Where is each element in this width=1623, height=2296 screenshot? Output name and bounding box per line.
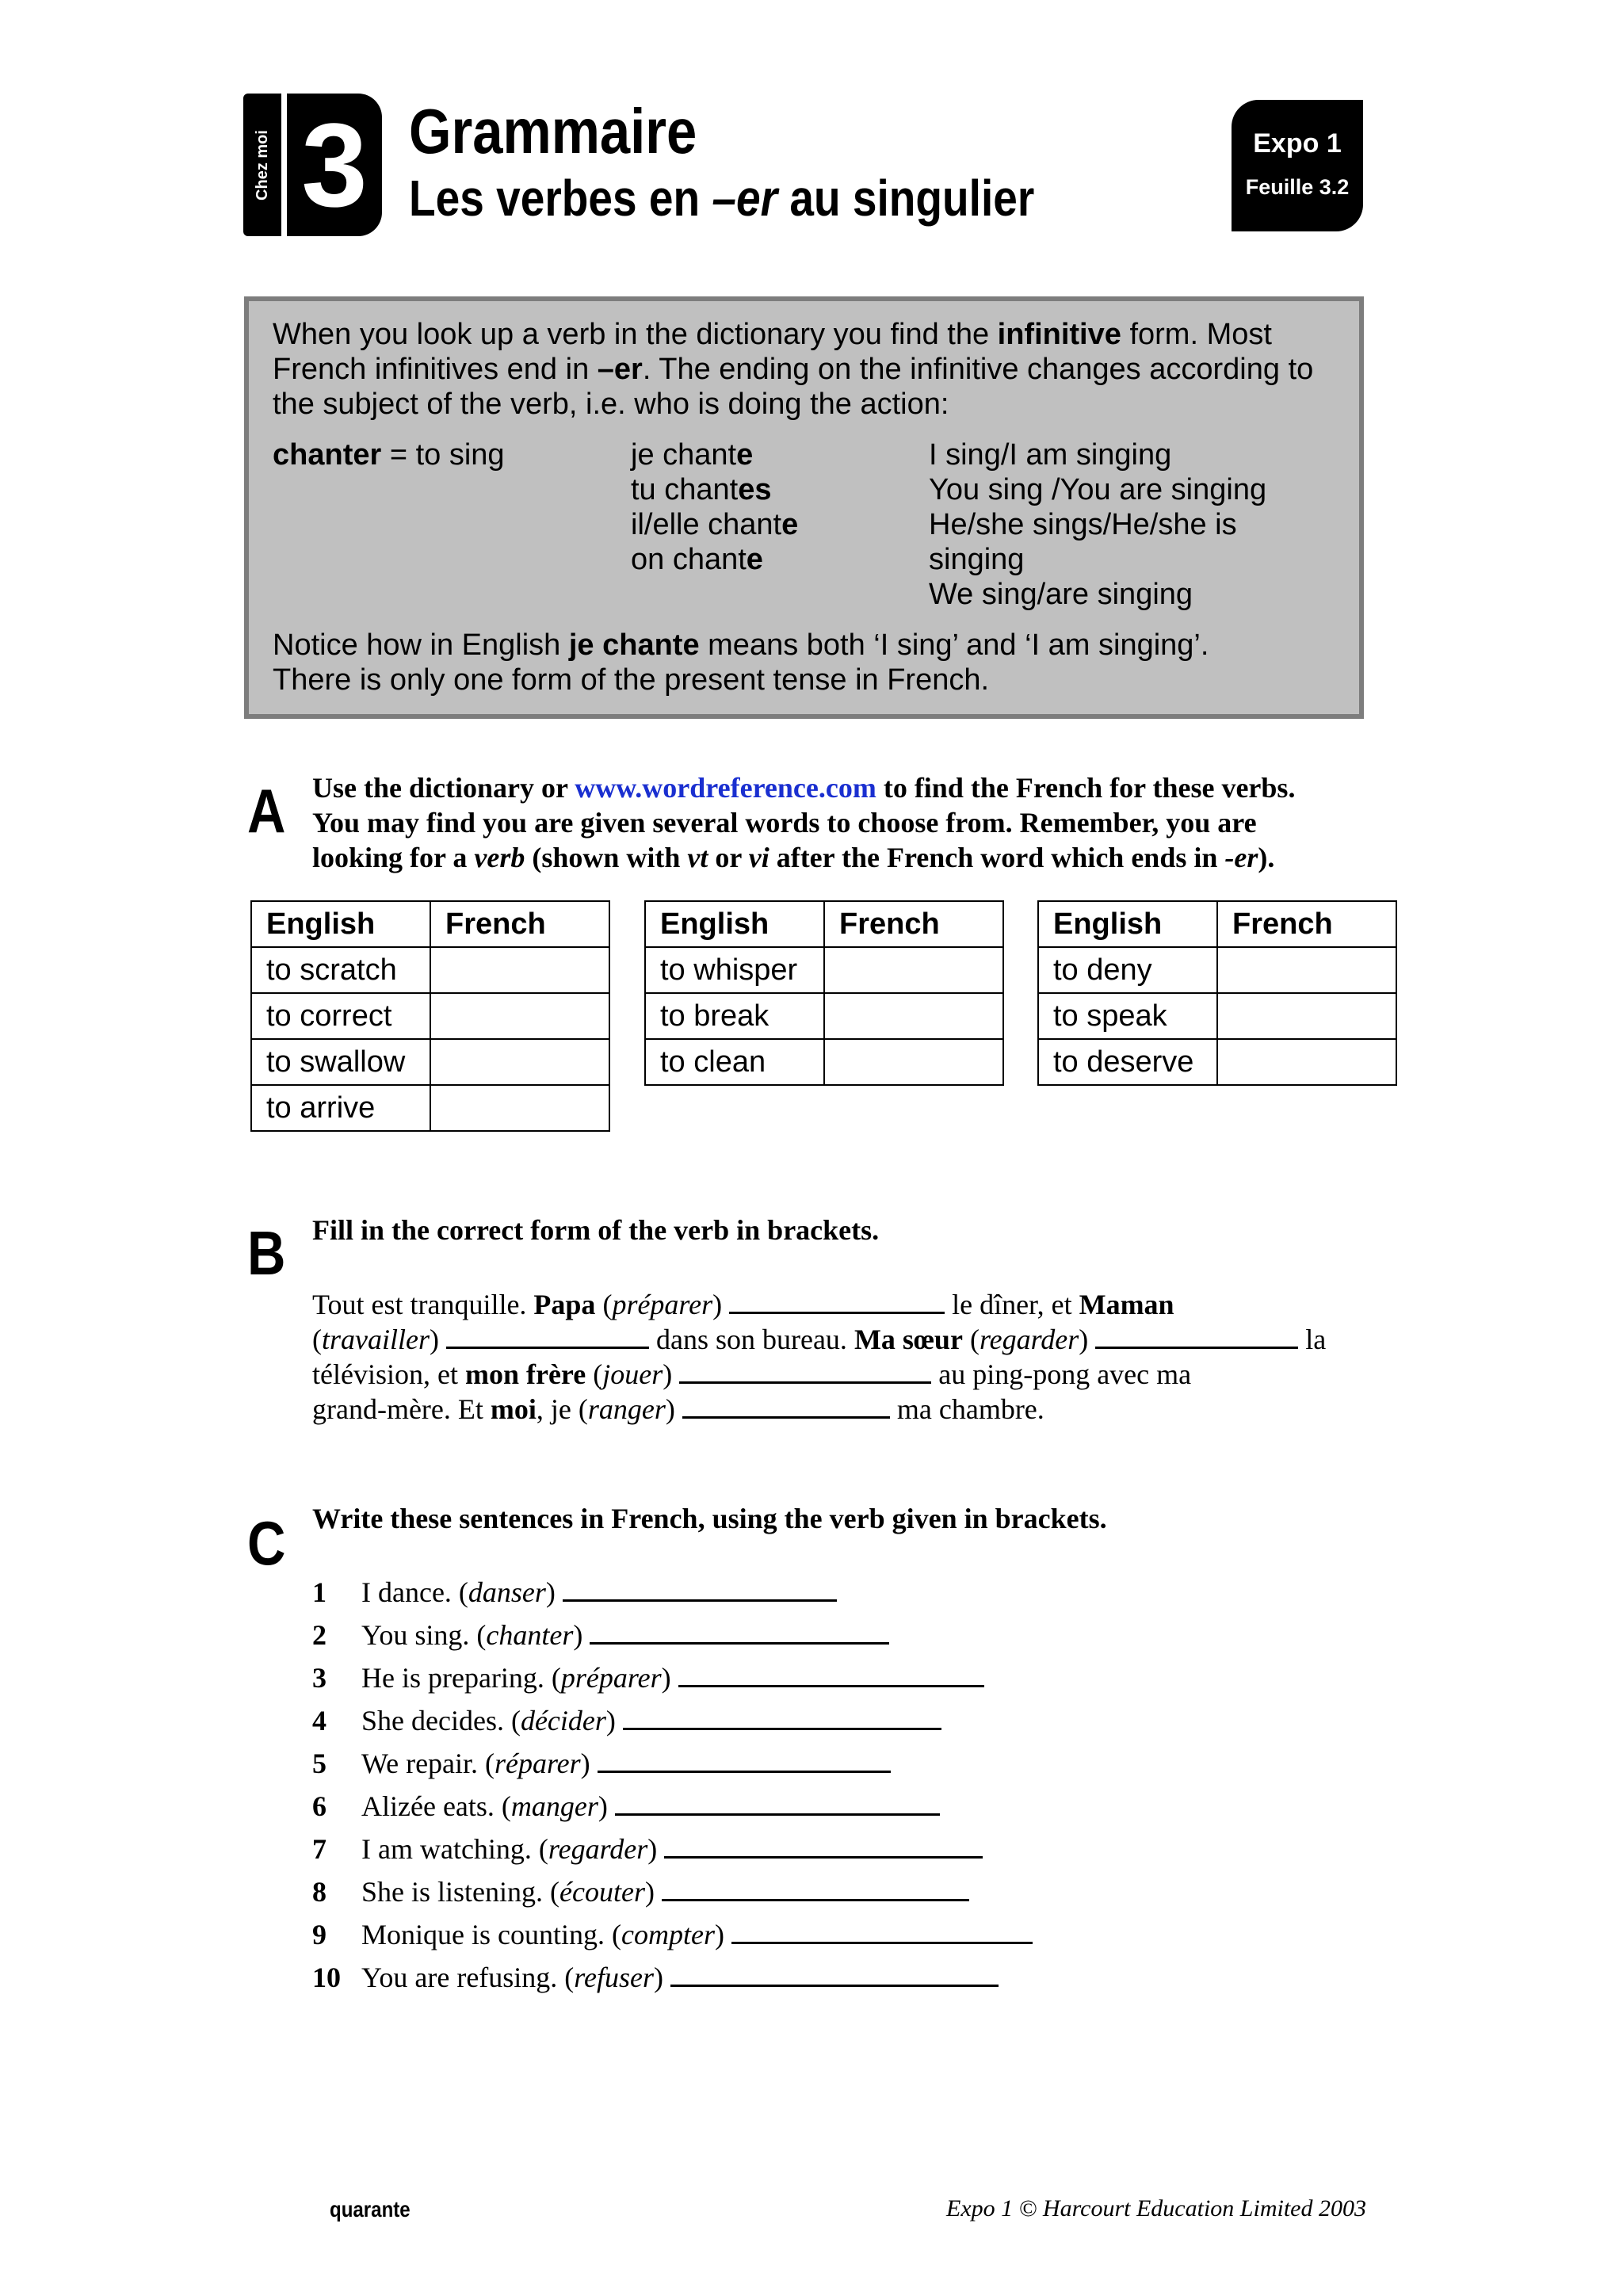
list-item: 4 She decides. (décider) — [312, 1704, 941, 1737]
verb-table-3 — [1037, 900, 1397, 1086]
section-c-instruction: Write these sentences in French, using the verb given in brackets. — [312, 1503, 1107, 1534]
badge-sheet: Feuille 3.2 — [1245, 175, 1350, 199]
list-item: 9 Monique is counting. (compter) — [312, 1918, 1033, 1951]
section-b-letter: B — [247, 1218, 286, 1288]
answer-blank[interactable] — [590, 1618, 889, 1645]
section-b-line-1: Tout est tranquille. Papa (préparer) le dîner, et Maman — [312, 1289, 1174, 1320]
answer-blank[interactable] — [678, 1661, 984, 1687]
unit-tab-label: Chez moi — [253, 129, 271, 201]
english-2: You sing /You are singing — [929, 473, 1267, 506]
answer-blank[interactable] — [623, 1704, 941, 1730]
answer-blank[interactable] — [563, 1576, 837, 1602]
english-3: He/she sings/He/she is — [929, 508, 1237, 541]
table-row: to deserve — [1038, 1039, 1396, 1085]
section-a-instruction-1: Use the dictionary or www.wordreference.com to find the French for these verbs. — [312, 772, 1296, 804]
info-line-1: When you look up a verb in the dictionary you find the infinitive form. Most — [273, 318, 1272, 351]
list-item: 7 I am watching. (regarder) — [312, 1832, 983, 1866]
list-item: 2 You sing. (chanter) — [312, 1618, 889, 1652]
answer-blank[interactable] — [662, 1875, 969, 1901]
answer-cell[interactable] — [824, 1039, 1003, 1085]
list-item: 10 You are refusing. (refuser) — [312, 1961, 999, 1994]
col-french: French — [430, 901, 609, 947]
list-item: 3 He is preparing. (préparer) — [312, 1661, 984, 1694]
grammar-info-box — [244, 296, 1364, 719]
wordreference-link[interactable]: www.wordreference.com — [575, 772, 876, 804]
english-5: We sing/are singing — [929, 578, 1193, 611]
list-item: 5 We repair. (réparer) — [312, 1747, 891, 1780]
note-line-2: There is only one form of the present tense in French. — [273, 663, 990, 697]
list-item: 6 Alizée eats. (manger) — [312, 1790, 940, 1823]
answer-cell[interactable] — [1217, 993, 1396, 1039]
answer-cell[interactable] — [430, 993, 609, 1039]
table-row: to swallow — [251, 1039, 609, 1085]
unit-number: 3 — [287, 94, 382, 236]
table-row: to speak — [1038, 993, 1396, 1039]
section-a-letter: A — [247, 776, 286, 846]
conjugation-2: tu chantes — [631, 473, 772, 506]
english-1: I sing/I am singing — [929, 438, 1172, 472]
answer-cell[interactable] — [430, 1039, 609, 1085]
section-b-line-2: (travailler) dans son bureau. Ma sœur (regarder) la — [312, 1324, 1327, 1355]
table-row: to whisper — [645, 947, 1003, 993]
verb-table-1 — [250, 900, 610, 1132]
answer-blank[interactable] — [679, 1358, 931, 1384]
expo-badge — [1232, 100, 1363, 231]
answer-blank[interactable] — [1095, 1323, 1298, 1349]
copyright: Expo 1 © Harcourt Education Limited 2003 — [946, 2195, 1366, 2222]
answer-cell[interactable] — [430, 1085, 609, 1131]
answer-blank[interactable] — [731, 1918, 1033, 1944]
answer-blank[interactable] — [670, 1961, 999, 1987]
col-english: English — [251, 901, 430, 947]
verb-table-2 — [644, 900, 1004, 1086]
answer-cell[interactable] — [430, 947, 609, 993]
table-row: to deny — [1038, 947, 1396, 993]
section-c-letter: C — [247, 1508, 286, 1578]
conjugation-4: on chante — [631, 543, 763, 576]
english-4: singing — [929, 543, 1025, 576]
answer-blank[interactable] — [598, 1747, 891, 1773]
note-line-1: Notice how in English je chante means both ‘I sing’ and ‘I am singing’. — [273, 628, 1209, 662]
col-english: English — [1038, 901, 1217, 947]
table-row: to clean — [645, 1039, 1003, 1085]
info-line-3: the subject of the verb, i.e. who is doing the action: — [273, 388, 949, 421]
answer-blank[interactable] — [615, 1790, 940, 1816]
section-b-line-3: télévision, et mon frère (jouer) au ping-pong avec ma — [312, 1358, 1192, 1390]
answer-blank[interactable] — [682, 1392, 890, 1419]
verb-definition: chanter = to sing — [273, 438, 505, 472]
answer-blank[interactable] — [446, 1323, 649, 1349]
conjugation-3: il/elle chante — [631, 508, 799, 541]
list-item: 1 I dance. (danser) — [312, 1576, 837, 1609]
page-number-word: quarante — [330, 2197, 411, 2222]
table-row: to break — [645, 993, 1003, 1039]
col-english: English — [645, 901, 824, 947]
page-subtitle — [409, 170, 1035, 227]
answer-cell[interactable] — [824, 947, 1003, 993]
subtitle-pre: Les verbes en — [409, 170, 712, 227]
conjugation-1: je chante — [631, 438, 754, 472]
unit-tab — [243, 94, 281, 236]
answer-cell[interactable] — [1217, 1039, 1396, 1085]
section-a-instruction-2: You may find you are given several words to choose from. Remember, you are — [312, 807, 1257, 839]
section-a-instruction-3: looking for a verb (shown with vt or vi after the French word which ends in -er). — [312, 842, 1275, 873]
subtitle-em: –er — [712, 170, 778, 227]
page-title: Grammaire — [409, 96, 697, 166]
section-b-instruction: Fill in the correct form of the verb in brackets. — [312, 1214, 880, 1246]
info-line-2: French infinitives end in –er. The ending on the infinitive changes according to — [273, 353, 1314, 386]
badge-title: Expo 1 — [1253, 128, 1342, 159]
table-row: to scratch — [251, 947, 609, 993]
list-item: 8 She is listening. (écouter) — [312, 1875, 969, 1908]
answer-blank[interactable] — [664, 1832, 983, 1859]
subtitle-post: au singulier — [777, 170, 1035, 227]
answer-blank[interactable] — [729, 1288, 945, 1314]
col-french: French — [824, 901, 1003, 947]
answer-cell[interactable] — [824, 993, 1003, 1039]
section-b-line-4: grand-mère. Et moi, je (ranger) ma chambre. — [312, 1393, 1044, 1425]
table-row: to correct — [251, 993, 609, 1039]
table-row: to arrive — [251, 1085, 609, 1131]
answer-cell[interactable] — [1217, 947, 1396, 993]
col-french: French — [1217, 901, 1396, 947]
